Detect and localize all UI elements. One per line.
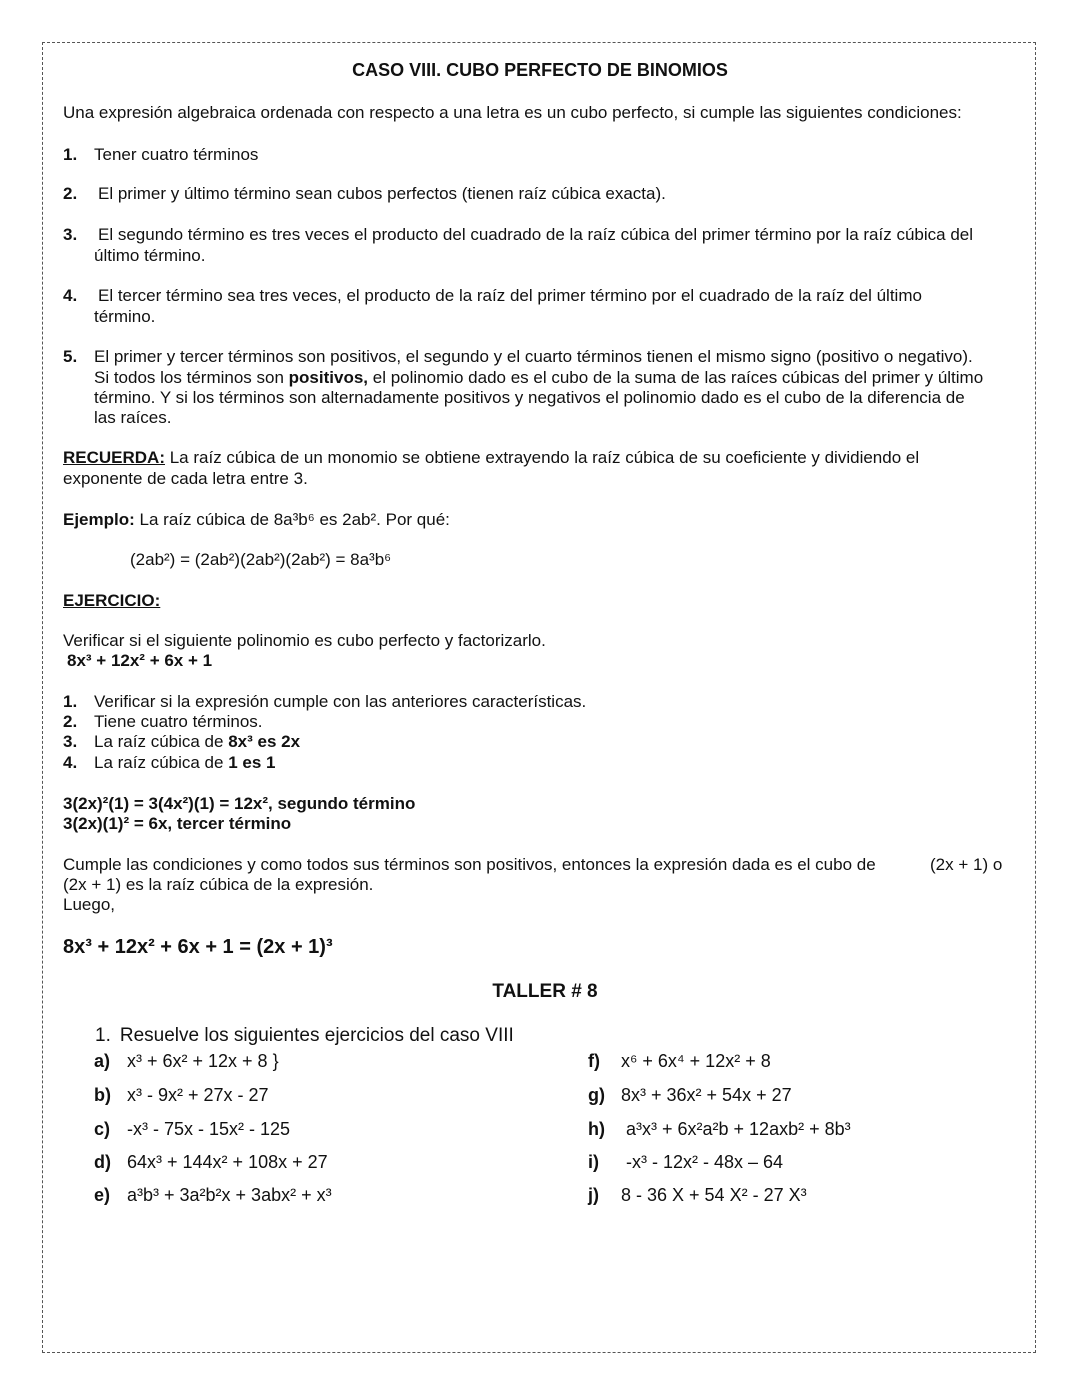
exercise-label: i): [588, 1152, 599, 1172]
condition-text: Tener cuatro términos: [94, 145, 259, 164]
step-3: [63, 732, 300, 752]
exercise-b: [94, 1085, 269, 1105]
step-number: 1.: [63, 692, 78, 711]
condition-number: 1.: [63, 145, 78, 164]
taller-item-number: 1.: [95, 1025, 111, 1046]
exercise-c: [94, 1119, 290, 1139]
step-number: 2.: [63, 712, 78, 731]
exercise-label: e): [94, 1185, 111, 1205]
exercise-expr: x⁶ + 6x⁴ + 12x² + 8: [621, 1051, 771, 1071]
condition-number: 4.: [63, 286, 78, 305]
recuerda-note: [63, 448, 919, 468]
step-number: 4.: [63, 753, 78, 772]
condition-5-line4: las raíces.: [94, 408, 172, 427]
calc-third-term: 3(2x)(1)² = 6x, tercer término: [63, 814, 292, 833]
exercise-h: [588, 1119, 851, 1139]
condition-text: El segundo término es tres veces el producto del cuadrado de la raíz cúbica del primer término por la raíz cúbica del: [98, 225, 974, 244]
step-2: [63, 712, 263, 732]
taller-item: [95, 1026, 514, 1046]
ejemplo-text: La raíz cúbica de 8a³b⁶ es 2ab². Por qué:: [139, 510, 450, 529]
exercise-e: [94, 1185, 332, 1205]
condition-number: 3.: [63, 225, 78, 244]
step-text: La raíz cúbica de: [94, 732, 229, 751]
exercise-expr: 64x³ + 144x² + 108x + 27: [127, 1152, 328, 1172]
step-bold: 8x³ es 2x: [228, 732, 301, 751]
step-text: La raíz cúbica de: [94, 753, 229, 772]
conclusion-line2: (2x + 1) es la raíz cúbica de la expresión.: [63, 875, 374, 894]
exercise-a: [94, 1051, 279, 1071]
conclusion-line1-end: (2x + 1) o: [930, 855, 1003, 874]
condition-number: 2.: [63, 184, 78, 203]
ejercicio-polynomial: 8x³ + 12x² + 6x + 1: [67, 651, 213, 670]
condition-5-line3: término. Y si los términos son alternadamente positivos y negativos el polinomio dado es el cubo de la diferencia de: [94, 388, 965, 407]
step-4: [63, 753, 275, 773]
condition-2: [63, 184, 666, 204]
step-1: [63, 692, 586, 712]
exercise-expr: 8 - 36 X + 54 X² - 27 X³: [621, 1185, 807, 1205]
exercise-label: b): [94, 1085, 111, 1105]
bold-positivos: positivos,: [288, 368, 369, 387]
exercise-label: a): [94, 1051, 111, 1071]
conclusion-line1: Cumple las condiciones y como todos sus términos son positivos, entonces la expresión dada es el cubo de: [63, 855, 876, 874]
exercise-expr: x³ - 9x² + 27x - 27: [127, 1085, 269, 1105]
ejemplo-formula: (2ab²) = (2ab²)(2ab²)(2ab²) = 8a³b⁶: [130, 550, 392, 569]
step-text: Verificar si la expresión cumple con las anteriores características.: [94, 692, 587, 711]
ejemplo: [63, 510, 450, 530]
exercise-label: c): [94, 1119, 111, 1139]
step-bold: 1 es 1: [228, 753, 276, 772]
exercise-label: h): [588, 1119, 605, 1139]
exercise-expr: a³x³ + 6x²a²b + 12axb² + 8b³: [621, 1119, 851, 1139]
exercise-expr: x³ + 6x² + 12x + 8 }: [127, 1051, 279, 1071]
calc-second-term: 3(2x)²(1) = 3(4x²)(1) = 12x², segundo término: [63, 794, 416, 813]
ejemplo-label: Ejemplo:: [63, 510, 135, 529]
ejercicio-label: EJERCICIO:: [63, 591, 161, 610]
exercise-label: g): [588, 1085, 605, 1105]
taller-item-text: Resuelve los siguientes ejercicios del caso VIII: [119, 1025, 514, 1046]
exercise-j: [588, 1185, 807, 1205]
exercise-expr: -x³ - 75x - 15x² - 125: [127, 1119, 291, 1139]
condition-4-cont: término.: [94, 307, 156, 326]
condition-5-line2: [94, 368, 983, 388]
exercise-label: j): [588, 1185, 599, 1205]
step-number: 3.: [63, 732, 78, 751]
step-text: Tiene cuatro términos.: [94, 712, 263, 731]
condition-4: [63, 286, 922, 306]
intro-text: Una expresión algebraica ordenada con respecto a una letra es un cubo perfecto, si cumple las siguientes condiciones:: [63, 103, 962, 122]
exercise-f: [588, 1051, 771, 1071]
text-segment: Si todos los términos son: [94, 368, 289, 387]
condition-3: [63, 225, 973, 245]
page-title: CASO VIII. CUBO PERFECTO DE BINOMIOS: [352, 60, 728, 80]
exercise-i: [588, 1152, 783, 1172]
text-segment: el polinomio dado es el cubo de la suma de las raíces cúbicas del primer y último: [368, 368, 984, 387]
final-result: 8x³ + 12x² + 6x + 1 = (2x + 1)³: [63, 936, 333, 958]
exercise-expr: -x³ - 12x² - 48x – 64: [621, 1152, 784, 1172]
ejercicio-instruction: Verificar si el siguiente polinomio es cubo perfecto y factorizarlo.: [63, 631, 546, 650]
exercise-expr: 8x³ + 36x² + 54x + 27: [621, 1085, 792, 1105]
condition-5: [63, 347, 973, 367]
exercise-expr: a³b³ + 3a²b²x + 3abx² + x³: [127, 1185, 332, 1205]
condition-text: El primer y tercer términos son positivos, el segundo y el cuarto términos tienen el mismo signo (positivo o negativo).: [94, 347, 973, 366]
condition-text: El tercer término sea tres veces, el producto de la raíz del primer término por el cuadrado de la raíz del último: [98, 286, 922, 305]
condition-1: [63, 145, 258, 165]
condition-number: 5.: [63, 347, 78, 366]
exercise-label: d): [94, 1152, 111, 1172]
recuerda-text: La raíz cúbica de un monomio se obtiene extrayendo la raíz cúbica de su coeficiente y dividiendo el: [165, 448, 920, 467]
exercise-label: f): [588, 1051, 600, 1071]
conclusion-line3: Luego,: [63, 895, 115, 914]
recuerda-text-cont: exponente de cada letra entre 3.: [63, 469, 308, 488]
exercise-g: [588, 1085, 792, 1105]
recuerda-label: RECUERDA:: [63, 448, 165, 467]
condition-3-cont: último término.: [94, 246, 206, 265]
exercise-d: [94, 1152, 328, 1172]
condition-text: El primer y último término sean cubos perfectos (tienen raíz cúbica exacta).: [98, 184, 666, 203]
taller-title: TALLER # 8: [492, 981, 598, 1002]
